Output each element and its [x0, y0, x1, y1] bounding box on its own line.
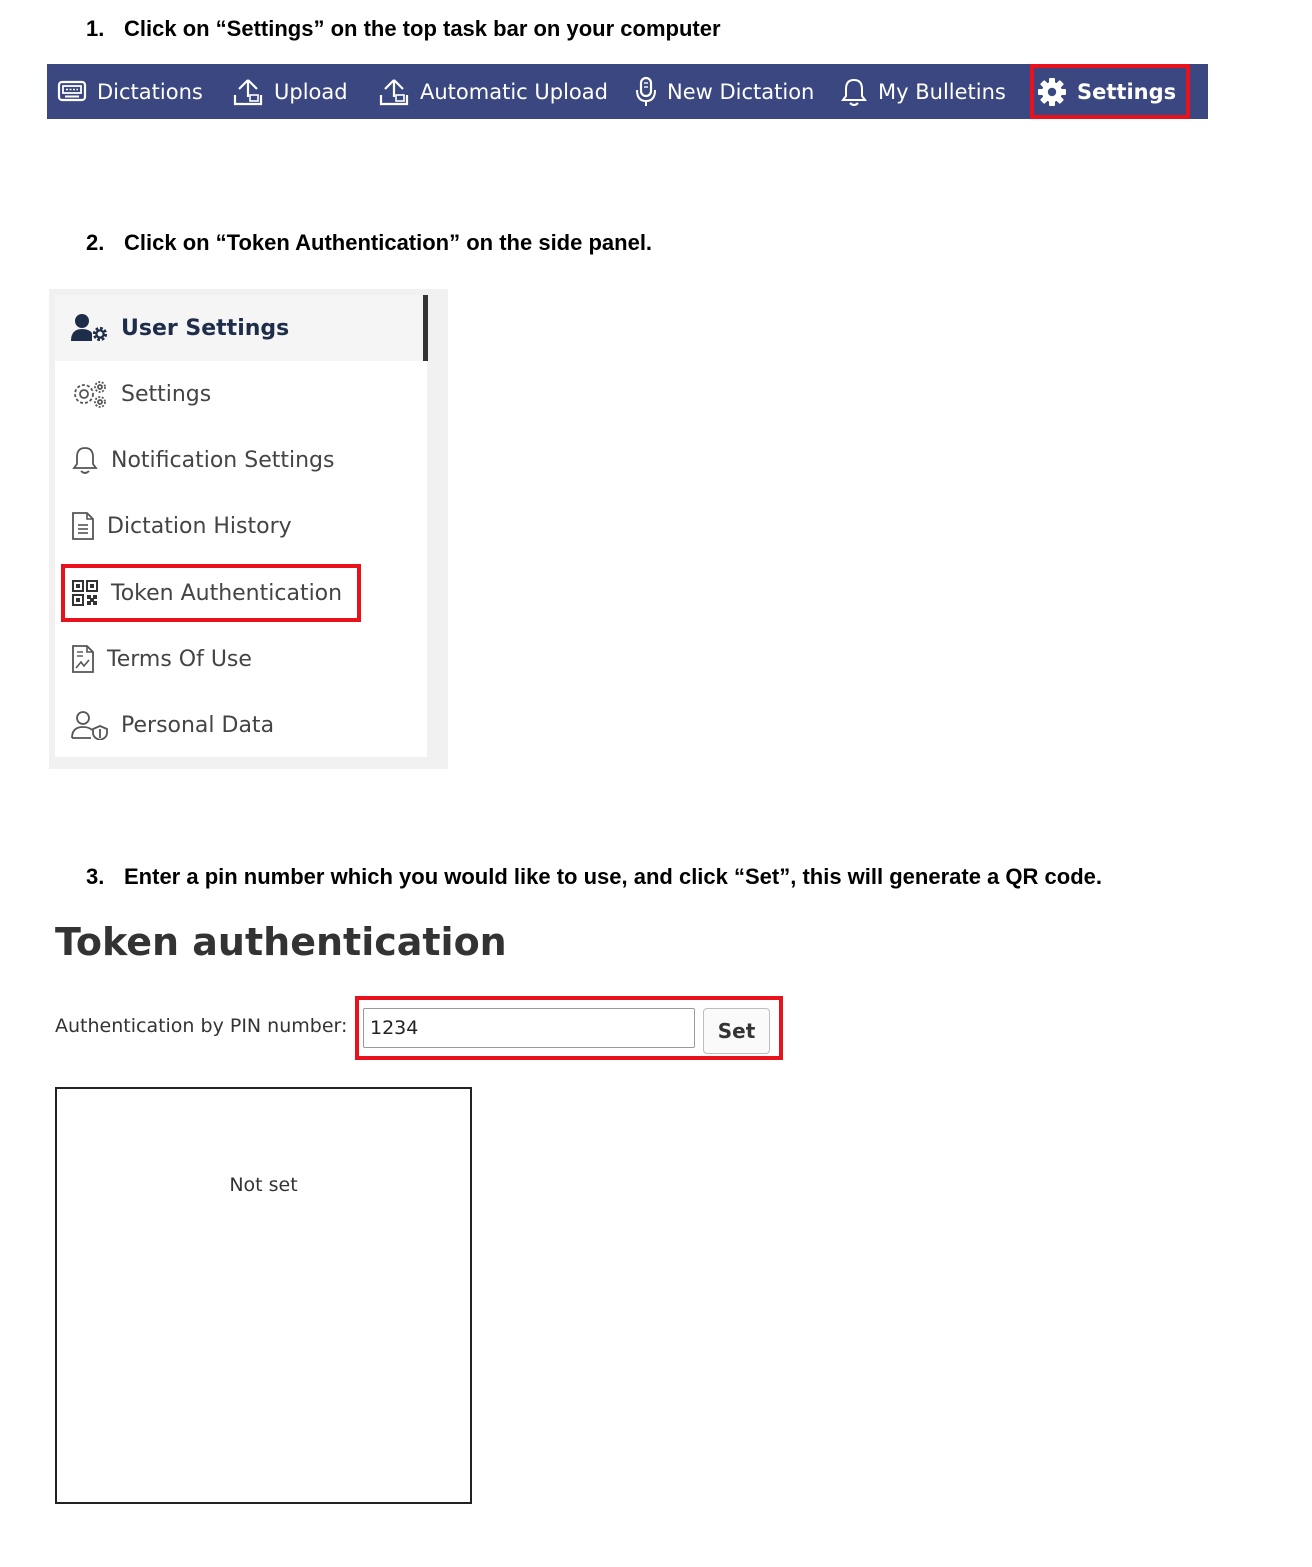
pin-label: Authentication by PIN number: [55, 1015, 348, 1037]
qr-status-text: Not set [229, 1174, 298, 1196]
side-panel [55, 295, 427, 757]
taskbar-label: Automatic Upload [420, 79, 608, 104]
taskbar-label: New Dictation [667, 79, 815, 104]
upload-icon [378, 77, 420, 107]
sidebar-item-personal-data[interactable] [71, 706, 274, 744]
set-button[interactable]: Set [703, 1008, 770, 1054]
document-signature-icon [71, 644, 107, 674]
user-shield-icon [71, 710, 121, 740]
sidebar-item-label: Token Authentication [111, 580, 343, 606]
taskbar-item-my-bulletins[interactable] [840, 64, 1006, 119]
bell-icon [71, 445, 111, 475]
taskbar-item-dictations[interactable] [57, 64, 203, 119]
sidebar-item-label: Terms Of Use [107, 646, 252, 672]
taskbar-label: Upload [274, 79, 348, 104]
qr-code-area [55, 1087, 472, 1504]
keyboard-icon [57, 80, 97, 104]
taskbar-item-upload[interactable] [232, 64, 348, 119]
taskbar-label: Settings [1077, 79, 1177, 104]
sidebar-item-label: Settings [121, 381, 212, 407]
token-authentication-highlight-box [61, 564, 361, 622]
step-3-instruction [86, 864, 1102, 890]
taskbar-label: My Bulletins [878, 79, 1006, 104]
bell-icon [840, 77, 878, 107]
step-text: Click on “Settings” on the top task bar on your computer [124, 16, 721, 41]
side-panel-header-label: User Settings [121, 315, 290, 341]
sidebar-item-terms-of-use[interactable] [71, 640, 252, 678]
document-icon [71, 511, 107, 541]
sidebar-item-dictation-history[interactable] [71, 507, 292, 545]
step-text: Enter a pin number which you would like to use, and click “Set”, this will generate a QR code. [124, 864, 1102, 889]
settings-highlight-box [1030, 64, 1190, 119]
step-text: Click on “Token Authentication” on the side panel. [124, 230, 653, 255]
microphone-icon [635, 76, 667, 108]
gears-icon [71, 379, 121, 409]
step-number: 2. [86, 230, 105, 255]
side-panel-header-user-settings[interactable] [71, 309, 289, 347]
step-2-instruction [86, 230, 652, 256]
pin-highlight-box [355, 996, 783, 1060]
sidebar-item-notification-settings[interactable] [71, 441, 334, 479]
step-number: 3. [86, 864, 105, 889]
page-title: Token authentication [55, 920, 507, 964]
step-number: 1. [86, 16, 105, 41]
sidebar-item-settings[interactable] [71, 375, 211, 413]
side-panel-active-indicator [423, 295, 428, 361]
taskbar-item-new-dictation[interactable] [635, 64, 814, 119]
sidebar-item-label: Personal Data [121, 712, 275, 738]
step-1-instruction [86, 16, 721, 42]
upload-icon [232, 77, 274, 107]
taskbar-label: Dictations [97, 79, 203, 104]
taskbar-item-automatic-upload[interactable] [378, 64, 608, 119]
user-gear-icon [71, 313, 121, 343]
sidebar-item-label: Dictation History [107, 513, 292, 539]
sidebar-item-label: Notification Settings [111, 447, 335, 473]
